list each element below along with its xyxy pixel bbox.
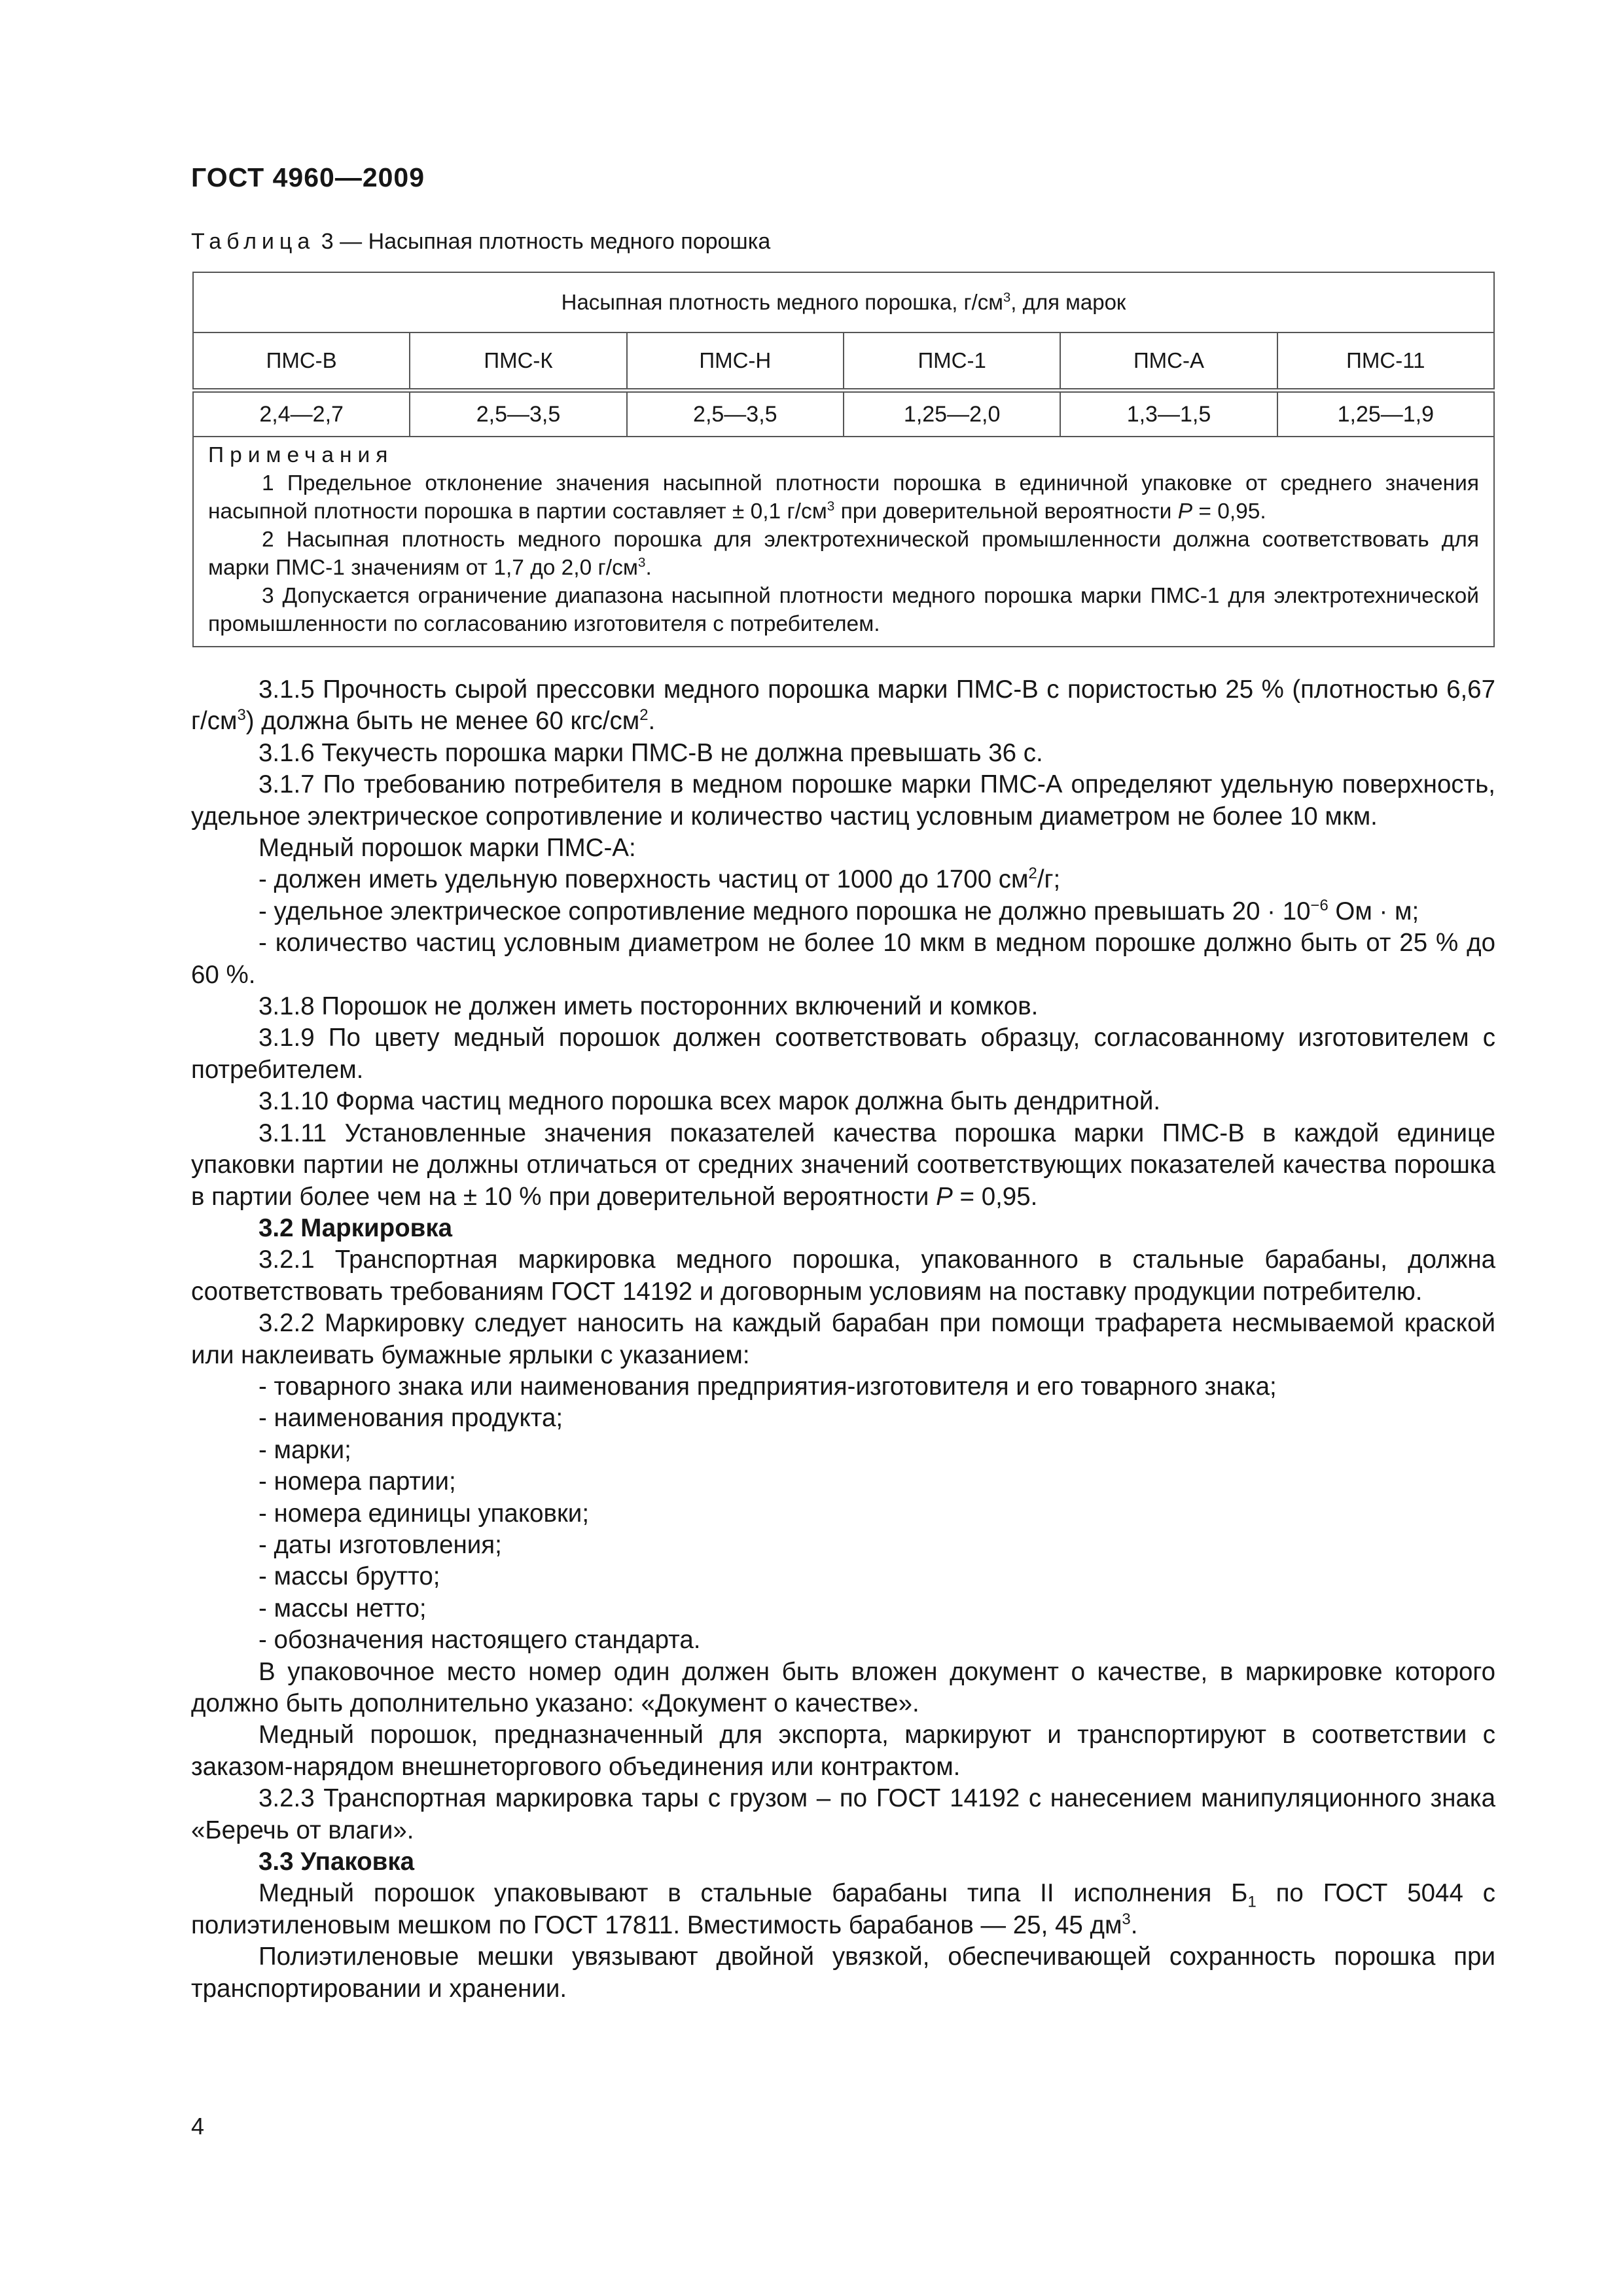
marking-item: - массы нетто; bbox=[259, 1594, 427, 1623]
table-heading bbox=[193, 272, 1494, 332]
li1-text: - должен иметь удельную поверхность частиц от 1000 до 1700 см bbox=[259, 865, 1029, 894]
marking-item: - номера единицы упаковки; bbox=[259, 1499, 590, 1528]
table-cell-mark: ПМС-1 bbox=[844, 332, 1060, 391]
note-2-sup: 3 bbox=[637, 554, 646, 570]
paragraph-bags: Полиэтиленовые мешки увязывают двойной увязкой, обеспечивающей сохранность порошка при транспортировании и хранении. bbox=[191, 1943, 1495, 2003]
paragraph-3-1-10: 3.1.10 Форма частиц медного порошка всех марок должна быть дендритной. bbox=[259, 1087, 1161, 1116]
table-cell-value: 2,5—3,5 bbox=[627, 391, 844, 437]
p315-sup: 3 bbox=[237, 706, 246, 725]
note-2-text: 2 Насыпная плотность медного порошка для электротехнической промышленности должна соответствовать для марки ПМС-1 значениям от 1,7 до 2,0 г/см bbox=[208, 528, 1479, 580]
note-1-text-c: = 0,95. bbox=[1192, 499, 1266, 524]
table-cell-value: 1,25—2,0 bbox=[844, 391, 1060, 437]
table-marks-row bbox=[193, 332, 1494, 391]
density-table bbox=[192, 272, 1495, 647]
p315-sup-2: 2 bbox=[639, 706, 649, 725]
table-cell-value: 1,3—1,5 bbox=[1060, 391, 1277, 437]
p3111-text: 3.1.11 Установленные значения показателей качества порошка марки ПМС-В в каждой единице упаковки партии не должны отличаться от средних значений соответствующих показателей качества порошка в партии более чем на ± 10 % при доверительной вероятности bbox=[191, 1119, 1495, 1211]
paragraph-3-1-11 bbox=[191, 1118, 1495, 1213]
table-cell-mark: ПМС-А bbox=[1060, 332, 1277, 391]
paragraph-quality-document: В упаковочное место номер один должен быть вложен документ о качестве, в маркировке которого должно быть дополнительно указано: «Документ о качестве». bbox=[191, 1657, 1495, 1717]
marking-item: - наименования продукта; bbox=[259, 1404, 563, 1433]
li2-sup: −6 bbox=[1310, 897, 1329, 915]
document-header: ГОСТ 4960—2009 bbox=[191, 162, 425, 192]
p315-text: 3.1.5 Прочность сырой прессовки медного порошка марки ПМС-В с пористостью 25 % (плотностью 6,67 г/см bbox=[191, 675, 1495, 736]
p315-text-c: . bbox=[648, 707, 656, 736]
table-heading-text: Насыпная плотность медного порошка, г/см bbox=[561, 290, 1003, 314]
list-item-surface bbox=[191, 864, 1495, 895]
p315-text-b: ) должна быть не менее 60 кгс/см bbox=[245, 707, 640, 736]
table-heading-tail: , для марок bbox=[1010, 290, 1126, 314]
li1-sup: 2 bbox=[1028, 865, 1037, 883]
p33-text-c: . bbox=[1130, 1910, 1138, 1939]
li2-text-b: Ом · м; bbox=[1328, 897, 1419, 925]
paragraph-3-2-1: 3.2.1 Транспортная маркировка медного порошка, упакованного в стальные барабаны, должна соответствовать требованиям ГОСТ 14192 и договорным условиям на поставку продукции потребителю. bbox=[191, 1246, 1495, 1306]
li2-text: - удельное электрическое сопротивление медного порошка не должно превышать 20 · 10 bbox=[259, 897, 1311, 925]
p33-text-b: по ГОСТ 5044 с полиэтиленовым мешком по ГОСТ 17811. Вместимость барабанов — 25, 45 дм bbox=[191, 1879, 1495, 1939]
section-heading-3-3: 3.3 Упаковка bbox=[259, 1848, 414, 1876]
p33-text: Медный порошок упаковывают в стальные барабаны типа II исполнения Б bbox=[259, 1879, 1248, 1908]
table-cell-mark: ПМС-Н bbox=[627, 332, 844, 391]
marking-item: - номера партии; bbox=[259, 1467, 456, 1496]
paragraph-3-3-packaging bbox=[191, 1878, 1495, 1941]
list-item-particles: - количество частиц условным диаметром не более 10 мкм в медном порошке должно быть от 25 % до 60 %. bbox=[191, 929, 1495, 989]
note-2 bbox=[208, 526, 1479, 582]
paragraph-3-1-5 bbox=[191, 674, 1495, 738]
li1-text-b: /г; bbox=[1037, 865, 1061, 894]
marking-item: - обозначения настоящего стандарта. bbox=[259, 1626, 701, 1655]
marking-item: - массы брутто; bbox=[259, 1562, 440, 1591]
table-caption bbox=[191, 229, 770, 255]
paragraph-3-1-8: 3.1.8 Порошок не должен иметь посторонних включений и комков. bbox=[259, 992, 1039, 1021]
note-1-text-b: при доверительной вероятности bbox=[834, 499, 1178, 524]
table-notes bbox=[193, 437, 1494, 647]
paragraph-export: Медный порошок, предназначенный для экспорта, маркируют и транспортируют в соответствии с заказом-нарядом внешнеторгового объединения или контрактом. bbox=[191, 1721, 1495, 1781]
note-1-var: Р bbox=[1177, 499, 1193, 524]
paragraph-3-2-3: 3.2.3 Транспортная маркировка тары с грузом – по ГОСТ 14192 с нанесением манипуляционного знака «Беречь от влаги». bbox=[191, 1784, 1495, 1844]
marking-item: - марки; bbox=[259, 1435, 351, 1464]
table-heading-row bbox=[193, 272, 1494, 332]
body-text bbox=[191, 674, 1495, 2005]
p33-sup: 3 bbox=[1122, 1910, 1131, 1929]
p3111-var: Р bbox=[936, 1182, 953, 1211]
section-heading-3-2: 3.2 Маркировка bbox=[259, 1213, 453, 1242]
table-cell-value: 2,4—2,7 bbox=[193, 391, 410, 437]
note-1 bbox=[208, 469, 1479, 526]
paragraph-3-1-9: 3.1.9 По цвету медный порошок должен соответствовать образцу, согласованному изготовителем с потребителем. bbox=[191, 1024, 1495, 1084]
note-3: 3 Допускается ограничение диапазона насыпной плотности медного порошка марки ПМС-1 для электротехнической промышленности по согласованию изготовителя с потребителем. bbox=[208, 584, 1479, 636]
page-number: 4 bbox=[191, 2113, 205, 2140]
table-cell-value: 2,5—3,5 bbox=[410, 391, 626, 437]
paragraph-3-1-7: 3.1.7 По требованию потребителя в медном порошке марки ПМС-А определяют удельную поверхность, удельное электрическое сопротивление и количество частиц условным диаметром не более 10 мкм. bbox=[191, 770, 1495, 831]
p3111-text-b: = 0,95. bbox=[952, 1182, 1038, 1211]
table-cell-value: 1,25—1,9 bbox=[1277, 391, 1494, 437]
note-1-sup: 3 bbox=[827, 498, 835, 514]
list-item-resistance bbox=[191, 896, 1495, 927]
marking-item: - даты изготовления; bbox=[259, 1530, 502, 1559]
table-cell-mark: ПМС-В bbox=[193, 332, 410, 391]
note-1-text: 1 Предельное отклонение значения насыпной плотности порошка в единичной упаковке от среднего значения насыпной плотности порошка в партии составляет ± 0,1 г/см bbox=[208, 471, 1479, 524]
note-2-text-b: . bbox=[645, 556, 652, 580]
table-values-row bbox=[193, 391, 1494, 437]
marking-item: - товарного знака или наименования предприятия-изготовителя и его товарного знака; bbox=[259, 1372, 1277, 1401]
paragraph-pms-a: Медный порошок марки ПМС-А: bbox=[259, 834, 636, 863]
table-caption-text: 3 — Насыпная плотность медного порошка bbox=[321, 229, 771, 254]
paragraph-3-2-2: 3.2.2 Маркировку следует наносить на каждый барабан при помощи трафарета несмываемой краской или наклеивать бумажные ярлыки с указанием: bbox=[191, 1309, 1495, 1369]
notes-title: Примечания bbox=[208, 443, 394, 467]
p33-sub: 1 bbox=[1247, 1893, 1257, 1912]
table-notes-row bbox=[193, 437, 1494, 647]
table-cell-mark: ПМС-11 bbox=[1277, 332, 1494, 391]
paragraph-3-1-6: 3.1.6 Текучесть порошка марки ПМС-В не должна превышать 36 с. bbox=[259, 738, 1043, 767]
table-heading-sup: 3 bbox=[1003, 290, 1011, 305]
table-cell-mark: ПМС-К bbox=[410, 332, 626, 391]
table-caption-label: Таблица bbox=[191, 229, 315, 254]
